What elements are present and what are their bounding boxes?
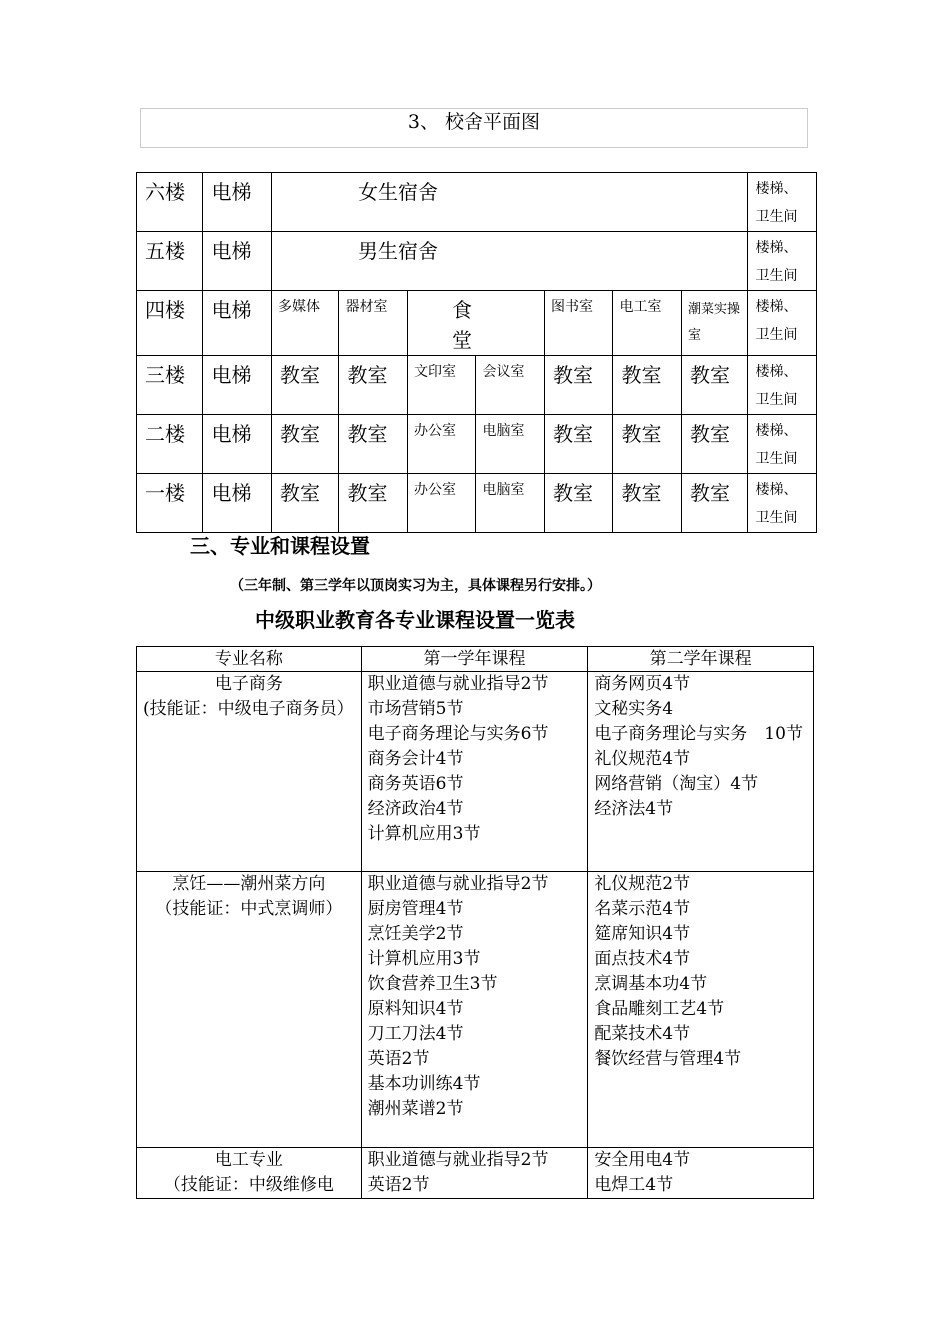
course-item: 职业道德与就业指导2节 xyxy=(367,1150,549,1170)
major-name: 烹饪——潮州菜方向 xyxy=(172,874,326,894)
room-cell: 电工室 xyxy=(613,291,682,356)
major-name: 电子商务 xyxy=(214,674,283,694)
course-item: 厨房管理4节 xyxy=(367,899,464,919)
year2-cell xyxy=(588,1148,814,1199)
course-item: 电子商务理论与实务 10节 xyxy=(594,724,803,744)
room-cell: 电脑室 xyxy=(476,474,545,533)
floor-row xyxy=(137,291,817,356)
room-cell: 教室 xyxy=(613,356,682,415)
header-year1: 第一学年课程 xyxy=(361,647,588,672)
course-item: 英语2节 xyxy=(367,1049,430,1069)
header-year2: 第二学年课程 xyxy=(588,647,814,672)
section-heading: 三、专业和课程设置 xyxy=(190,534,370,558)
room-cell: 教室 xyxy=(544,474,613,533)
room-cell: 教室 xyxy=(681,474,747,533)
room-cell: 教室 xyxy=(339,356,408,415)
table-row xyxy=(137,672,814,872)
floor-row xyxy=(137,173,817,232)
room-cell: 教室 xyxy=(339,474,408,533)
room-cell: 文印室 xyxy=(407,356,476,415)
header-major: 专业名称 xyxy=(137,647,362,672)
course-item: 职业道德与就业指导2节 xyxy=(367,874,549,894)
course-item: 网络营销（淘宝）4节 xyxy=(594,774,759,794)
plan-title-box xyxy=(140,108,808,148)
floor-plan-table xyxy=(136,172,817,533)
floor-label: 五楼 xyxy=(137,232,203,291)
stairs-cell: 楼梯、 卫生间 xyxy=(748,232,817,291)
year1-cell xyxy=(361,672,588,872)
room-cell: 办公室 xyxy=(407,415,476,474)
floor-label: 二楼 xyxy=(137,415,203,474)
dorm-cell: 男生宿舍 xyxy=(271,232,747,291)
course-item: 基本功训练4节 xyxy=(367,1074,481,1094)
course-item: 饮食营养卫生3节 xyxy=(367,974,498,994)
stairs-cell: 楼梯、 卫生间 xyxy=(748,291,817,356)
stairs-cell: 楼梯、 卫生间 xyxy=(748,356,817,415)
table-row xyxy=(137,872,814,1148)
course-item: 商务英语6节 xyxy=(367,774,464,794)
course-item: 刀工刀法4节 xyxy=(367,1024,464,1044)
course-item: 烹饪美学2节 xyxy=(367,924,464,944)
room-cell: 办公室 xyxy=(407,474,476,533)
major-cert: （技能证：中式烹调师） xyxy=(155,899,343,919)
floor-label: 四楼 xyxy=(137,291,203,356)
room-cell: 多媒体 xyxy=(271,291,338,356)
program-note: （三年制、第三学年以顶岗实习为主，具体课程另行安排。） xyxy=(230,578,601,594)
stairs-cell: 楼梯、 卫生间 xyxy=(748,415,817,474)
elevator-cell: 电梯 xyxy=(203,415,272,474)
canteen-cell: 食 堂 xyxy=(407,291,544,356)
year1-cell xyxy=(361,872,588,1148)
dorm-cell: 女生宿舍 xyxy=(271,173,747,232)
stairs-cell: 楼梯、 卫生间 xyxy=(748,474,817,533)
course-item: 潮州菜谱2节 xyxy=(367,1099,464,1119)
course-item: 文秘实务4 xyxy=(594,699,674,719)
course-item: 原料知识4节 xyxy=(367,999,464,1019)
course-table-title: 中级职业教育各专业课程设置一览表 xyxy=(255,608,575,632)
floor-row xyxy=(137,474,817,533)
course-item: 面点技术4节 xyxy=(594,949,691,969)
major-cert: (技能证：中级电子商务员） xyxy=(143,699,354,719)
elevator-cell: 电梯 xyxy=(203,173,272,232)
elevator-cell: 电梯 xyxy=(203,291,272,356)
year1-cell xyxy=(361,1148,588,1199)
room-cell: 教室 xyxy=(681,356,747,415)
course-item: 经济政治4节 xyxy=(367,799,464,819)
floor-label: 六楼 xyxy=(137,173,203,232)
course-header-row xyxy=(137,647,814,672)
room-cell: 图书室 xyxy=(544,291,613,356)
major-cell xyxy=(137,872,362,1148)
room-cell: 教室 xyxy=(339,415,408,474)
floor-row xyxy=(137,232,817,291)
floor-label: 三楼 xyxy=(137,356,203,415)
room-cell: 潮菜实操室 xyxy=(681,291,747,356)
year2-cell xyxy=(588,872,814,1148)
major-cell xyxy=(137,672,362,872)
room-cell: 教室 xyxy=(681,415,747,474)
table-row xyxy=(137,1148,814,1199)
room-cell: 会议室 xyxy=(476,356,545,415)
course-item: 计算机应用3节 xyxy=(367,824,481,844)
course-item: 商务网页4节 xyxy=(594,674,691,694)
elevator-cell: 电梯 xyxy=(203,474,272,533)
course-item: 配菜技术4节 xyxy=(594,1024,691,1044)
course-item: 英语2节 xyxy=(367,1175,430,1195)
course-item: 商务会计4节 xyxy=(367,749,464,769)
room-cell: 电脑室 xyxy=(476,415,545,474)
room-cell: 教室 xyxy=(271,356,338,415)
course-item: 经济法4节 xyxy=(594,799,674,819)
course-item: 职业道德与就业指导2节 xyxy=(367,674,549,694)
course-item: 市场营销5节 xyxy=(367,699,464,719)
room-cell: 教室 xyxy=(271,415,338,474)
course-item: 电子商务理论与实务6节 xyxy=(367,724,549,744)
plan-title: 3、 校舍平面图 xyxy=(407,111,541,133)
course-item: 计算机应用3节 xyxy=(367,949,481,969)
room-cell: 教室 xyxy=(613,474,682,533)
course-item: 烹调基本功4节 xyxy=(594,974,708,994)
stairs-cell: 楼梯、 卫生间 xyxy=(748,173,817,232)
major-cell xyxy=(137,1148,362,1199)
course-item: 餐饮经营与管理4节 xyxy=(594,1049,742,1069)
elevator-cell: 电梯 xyxy=(203,356,272,415)
course-item: 礼仪规范4节 xyxy=(594,749,691,769)
course-item: 名菜示范4节 xyxy=(594,899,691,919)
course-item: 安全用电4节 xyxy=(594,1150,691,1170)
course-item: 食品雕刻工艺4节 xyxy=(594,999,725,1019)
course-item: 筵席知识4节 xyxy=(594,924,691,944)
year2-cell xyxy=(588,672,814,872)
floor-row xyxy=(137,415,817,474)
floor-label: 一楼 xyxy=(137,474,203,533)
room-cell: 教室 xyxy=(613,415,682,474)
elevator-cell: 电梯 xyxy=(203,232,272,291)
course-table xyxy=(136,646,814,1199)
major-cert: （技能证：中级维修电 xyxy=(163,1175,334,1195)
room-cell: 器材室 xyxy=(339,291,408,356)
room-cell: 教室 xyxy=(271,474,338,533)
course-item: 礼仪规范2节 xyxy=(594,874,691,894)
course-item: 电焊工4节 xyxy=(594,1175,674,1195)
floor-row xyxy=(137,356,817,415)
room-cell: 教室 xyxy=(544,415,613,474)
room-cell: 教室 xyxy=(544,356,613,415)
major-name: 电工专业 xyxy=(214,1150,283,1170)
